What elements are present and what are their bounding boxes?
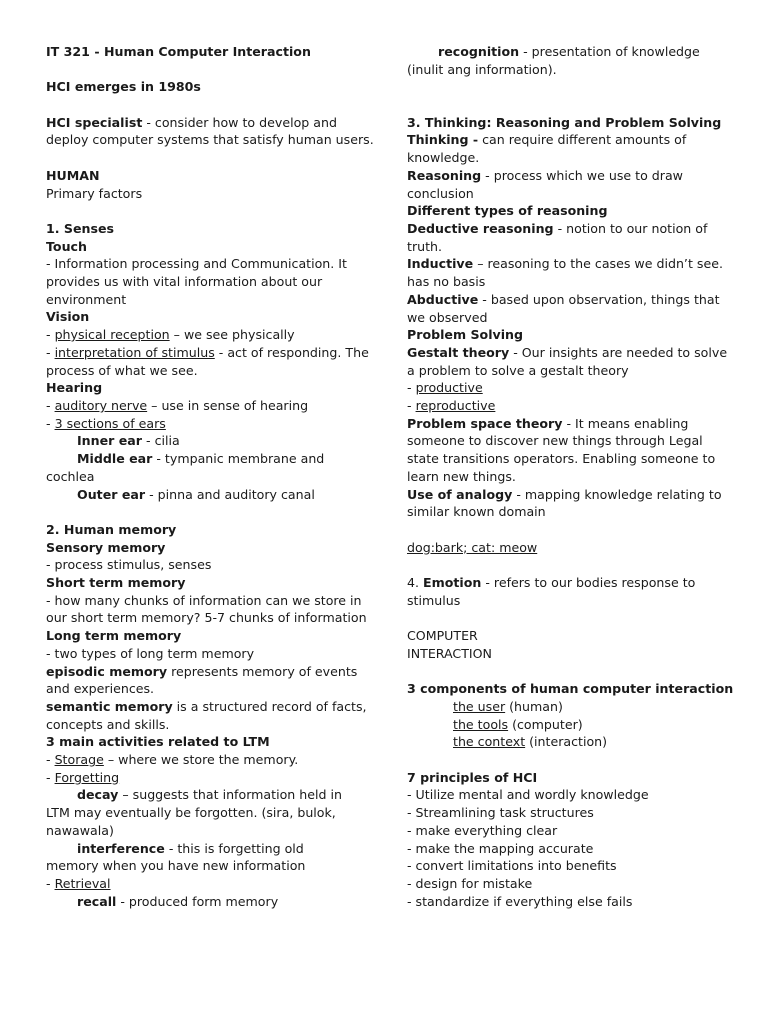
episodic-memory: episodic memory represents memory of events and experiences. bbox=[46, 663, 358, 697]
vision-item: - interpretation of stimulus - act of responding. The process of what we see. bbox=[46, 344, 369, 378]
thinking-heading: 3. Thinking: Reasoning and Problem Solving bbox=[407, 114, 722, 130]
inductive-item: Inductive – reasoning to the cases we didn’t see. has no basis bbox=[407, 256, 723, 290]
vision-item: - physical reception – we see physically bbox=[46, 327, 295, 343]
short-term-desc: - how many chunks of information can we store in our short term memory? 5-7 chunks of information bbox=[46, 592, 367, 626]
interference-item: interference - this is forgetting old bbox=[77, 840, 304, 856]
semantic-memory: semantic memory is a structured record of facts, concepts and skills. bbox=[46, 698, 367, 732]
gestalt-item: Gestalt theory - Our insights are needed to solve a problem to solve a gestalt theory bbox=[407, 344, 728, 378]
principle-item: - Streamlining task structures bbox=[407, 805, 594, 821]
decay-cont: LTM may eventually be forgotten. (sira, bulok, nawawala) bbox=[46, 805, 336, 838]
senses-heading: 1. Senses bbox=[46, 220, 115, 236]
storage-item: - Storage – where we store the memory. bbox=[46, 752, 299, 768]
principle-item: - standardize if everything else fails bbox=[407, 893, 633, 909]
recognition-item: recognition - presentation of knowledge bbox=[438, 44, 700, 59]
reasoning-item: Reasoning - process which we use to draw conclusion bbox=[407, 167, 683, 201]
productive-item: - productive bbox=[407, 380, 483, 396]
recognition-cont: (inulit ang information). bbox=[407, 61, 557, 77]
sensory-memory: Sensory memory bbox=[46, 539, 166, 555]
decay-item: decay – suggests that information held in bbox=[77, 787, 342, 803]
long-term-desc: - two types of long term memory bbox=[46, 645, 255, 661]
principles-heading: 7 principles of HCI bbox=[407, 769, 538, 785]
hearing-heading: Hearing bbox=[46, 380, 103, 396]
short-term-memory: Short term memory bbox=[46, 575, 186, 591]
deductive-item: Deductive reasoning - notion to our notion of truth. bbox=[407, 221, 708, 254]
middle-ear-cont: cochlea bbox=[46, 468, 95, 484]
components-heading: 3 components of human computer interaction bbox=[407, 681, 734, 697]
inner-ear: Inner ear - cilia bbox=[77, 433, 180, 449]
vision-heading: Vision bbox=[46, 309, 90, 325]
outer-ear: Outer ear - pinna and auditory canal bbox=[77, 486, 315, 502]
principle-item: - convert limitations into benefits bbox=[407, 858, 617, 874]
hearing-item: - auditory nerve – use in sense of hearing bbox=[46, 398, 309, 413]
hci-specialist: HCI specialist - consider how to develop and deploy computer systems that satisfy human users. bbox=[46, 114, 374, 148]
memory-heading: 2. Human memory bbox=[46, 521, 177, 537]
long-term-memory: Long term memory bbox=[46, 628, 182, 644]
touch-heading: Touch bbox=[46, 238, 87, 254]
principle-item: - design for mistake bbox=[407, 875, 533, 891]
human-heading: HUMAN bbox=[46, 167, 100, 183]
thinking-item: Thinking - can require different amounts of knowledge. bbox=[407, 132, 687, 166]
primary-factors: Primary factors bbox=[46, 185, 143, 201]
forgetting-item: - Forgetting bbox=[46, 769, 120, 785]
retrieval-item: - Retrieval bbox=[46, 875, 111, 891]
computer-heading: COMPUTER bbox=[407, 628, 478, 644]
problem-solving-heading: Problem Solving bbox=[407, 327, 524, 343]
analogy-item: Use of analogy - mapping knowledge relating to similar known domain bbox=[407, 486, 722, 520]
course-title: IT 321 - Human Computer Interaction bbox=[46, 44, 311, 59]
analogy-example: dog:bark; cat: meow bbox=[407, 539, 538, 555]
ltm-activities: 3 main activities related to LTM bbox=[46, 734, 270, 750]
principle-item: - Utilize mental and wordly knowledge bbox=[407, 787, 649, 803]
interaction-heading: INTERACTION bbox=[407, 645, 492, 661]
problem-space-item: Problem space theory - It means enabling someone to discover new things through Legal state transitions operators. Enabling someone to learn new things. bbox=[407, 415, 716, 484]
left-column bbox=[46, 43, 376, 910]
touch-desc: - Information processing and Communication. It provides us with vital information about our environment bbox=[46, 256, 347, 307]
component-item: the context (interaction) bbox=[453, 734, 608, 750]
principle-item: - make everything clear bbox=[407, 822, 558, 838]
types-reasoning: Different types of reasoning bbox=[407, 203, 608, 219]
component-item: the tools (computer) bbox=[453, 716, 583, 732]
reproductive-item: - reproductive bbox=[407, 398, 496, 414]
hci-emerges: HCI emerges in 1980s bbox=[46, 79, 201, 95]
middle-ear: Middle ear - tympanic membrane and bbox=[77, 451, 325, 467]
component-item: the user (human) bbox=[453, 698, 563, 714]
emotion-item: 4. Emotion - refers to our bodies response to stimulus bbox=[407, 575, 696, 608]
right-column bbox=[407, 43, 737, 910]
abductive-item: Abductive - based upon observation, things that we observed bbox=[407, 291, 720, 325]
principle-item: - make the mapping accurate bbox=[407, 840, 594, 856]
hearing-item: - 3 sections of ears bbox=[46, 415, 166, 431]
recall-item: recall - produced form memory bbox=[77, 893, 279, 909]
interference-cont: memory when you have new information bbox=[46, 858, 306, 874]
sensory-desc: - process stimulus, senses bbox=[46, 557, 212, 573]
